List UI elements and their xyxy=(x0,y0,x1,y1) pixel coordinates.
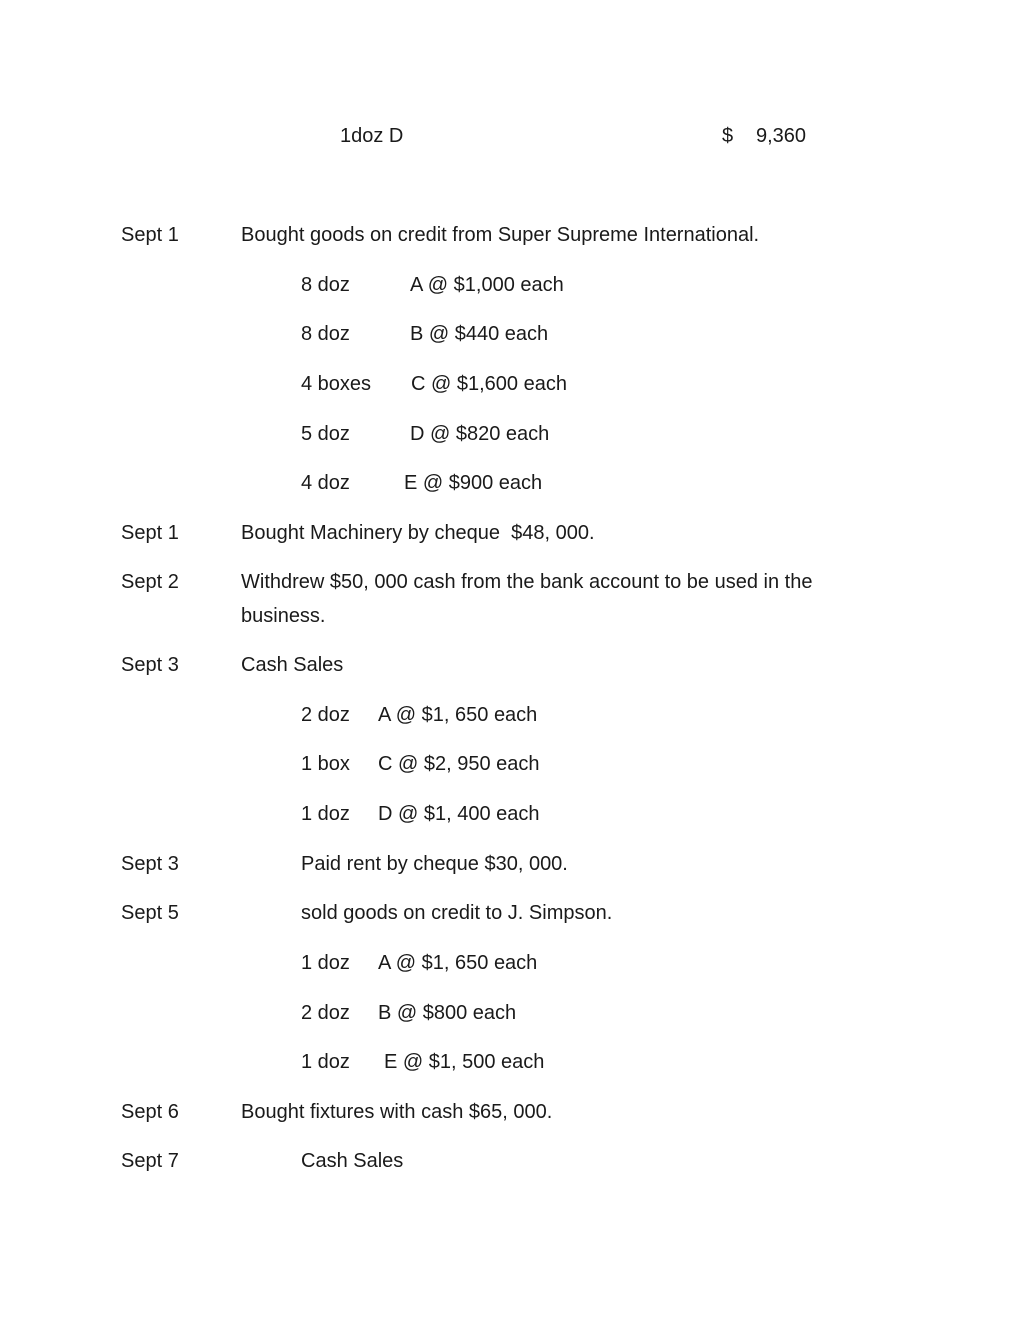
entry-text: Cash Sales xyxy=(241,654,344,676)
entry-date: Sept 3 xyxy=(121,853,179,875)
item-desc: E @ $900 each xyxy=(404,472,543,494)
item-qty: 1 doz xyxy=(301,1051,350,1073)
item-qty: 2 doz xyxy=(301,1002,350,1024)
entry-date: Sept 2 xyxy=(121,571,179,593)
item-qty: 4 boxes xyxy=(301,373,372,395)
header-currency: $ xyxy=(722,125,734,147)
item-qty: 5 doz xyxy=(301,423,350,445)
item-qty: 1 box xyxy=(301,753,350,775)
item-desc: B @ $440 each xyxy=(410,323,549,345)
item-desc: A @ $1, 650 each xyxy=(378,952,538,974)
entry-text: Bought Machinery by cheque $48, 000. xyxy=(241,522,595,544)
entry-date: Sept 1 xyxy=(121,522,179,544)
header-qty: 1doz D xyxy=(340,125,404,147)
entry-text: Paid rent by cheque $30, 000. xyxy=(301,853,568,875)
item-qty: 8 doz xyxy=(301,274,350,296)
item-qty: 2 doz xyxy=(301,704,350,726)
item-desc: D @ $1, 400 each xyxy=(378,803,540,825)
entry-date: Sept 6 xyxy=(121,1101,179,1123)
entry-date: Sept 3 xyxy=(121,654,179,676)
item-desc: C @ $1,600 each xyxy=(411,373,567,395)
item-desc: B @ $800 each xyxy=(378,1002,517,1024)
entry-text-line2: business. xyxy=(241,605,326,627)
item-qty: 4 doz xyxy=(301,472,350,494)
item-qty: 1 doz xyxy=(301,803,350,825)
header-amount: 9,360 xyxy=(756,125,807,147)
entry-date: Sept 7 xyxy=(121,1150,179,1172)
item-qty: 8 doz xyxy=(301,323,350,345)
entry-date: Sept 1 xyxy=(121,224,179,246)
item-desc: A @ $1, 650 each xyxy=(378,704,538,726)
entry-text-line1: Withdrew $50, 000 cash from the bank account to be used in the xyxy=(241,571,813,593)
entry-text: Bought fixtures with cash $65, 000. xyxy=(241,1101,553,1123)
item-desc: D @ $820 each xyxy=(410,423,550,445)
item-desc: E @ $1, 500 each xyxy=(384,1051,545,1073)
entry-text: sold goods on credit to J. Simpson. xyxy=(301,902,613,924)
entry-date: Sept 5 xyxy=(121,902,179,924)
item-desc: C @ $2, 950 each xyxy=(378,753,540,775)
entry-text: Cash Sales xyxy=(301,1150,404,1172)
item-desc: A @ $1,000 each xyxy=(410,274,564,296)
item-qty: 1 doz xyxy=(301,952,350,974)
entry-text: Bought goods on credit from Super Supreme International. xyxy=(241,224,760,246)
